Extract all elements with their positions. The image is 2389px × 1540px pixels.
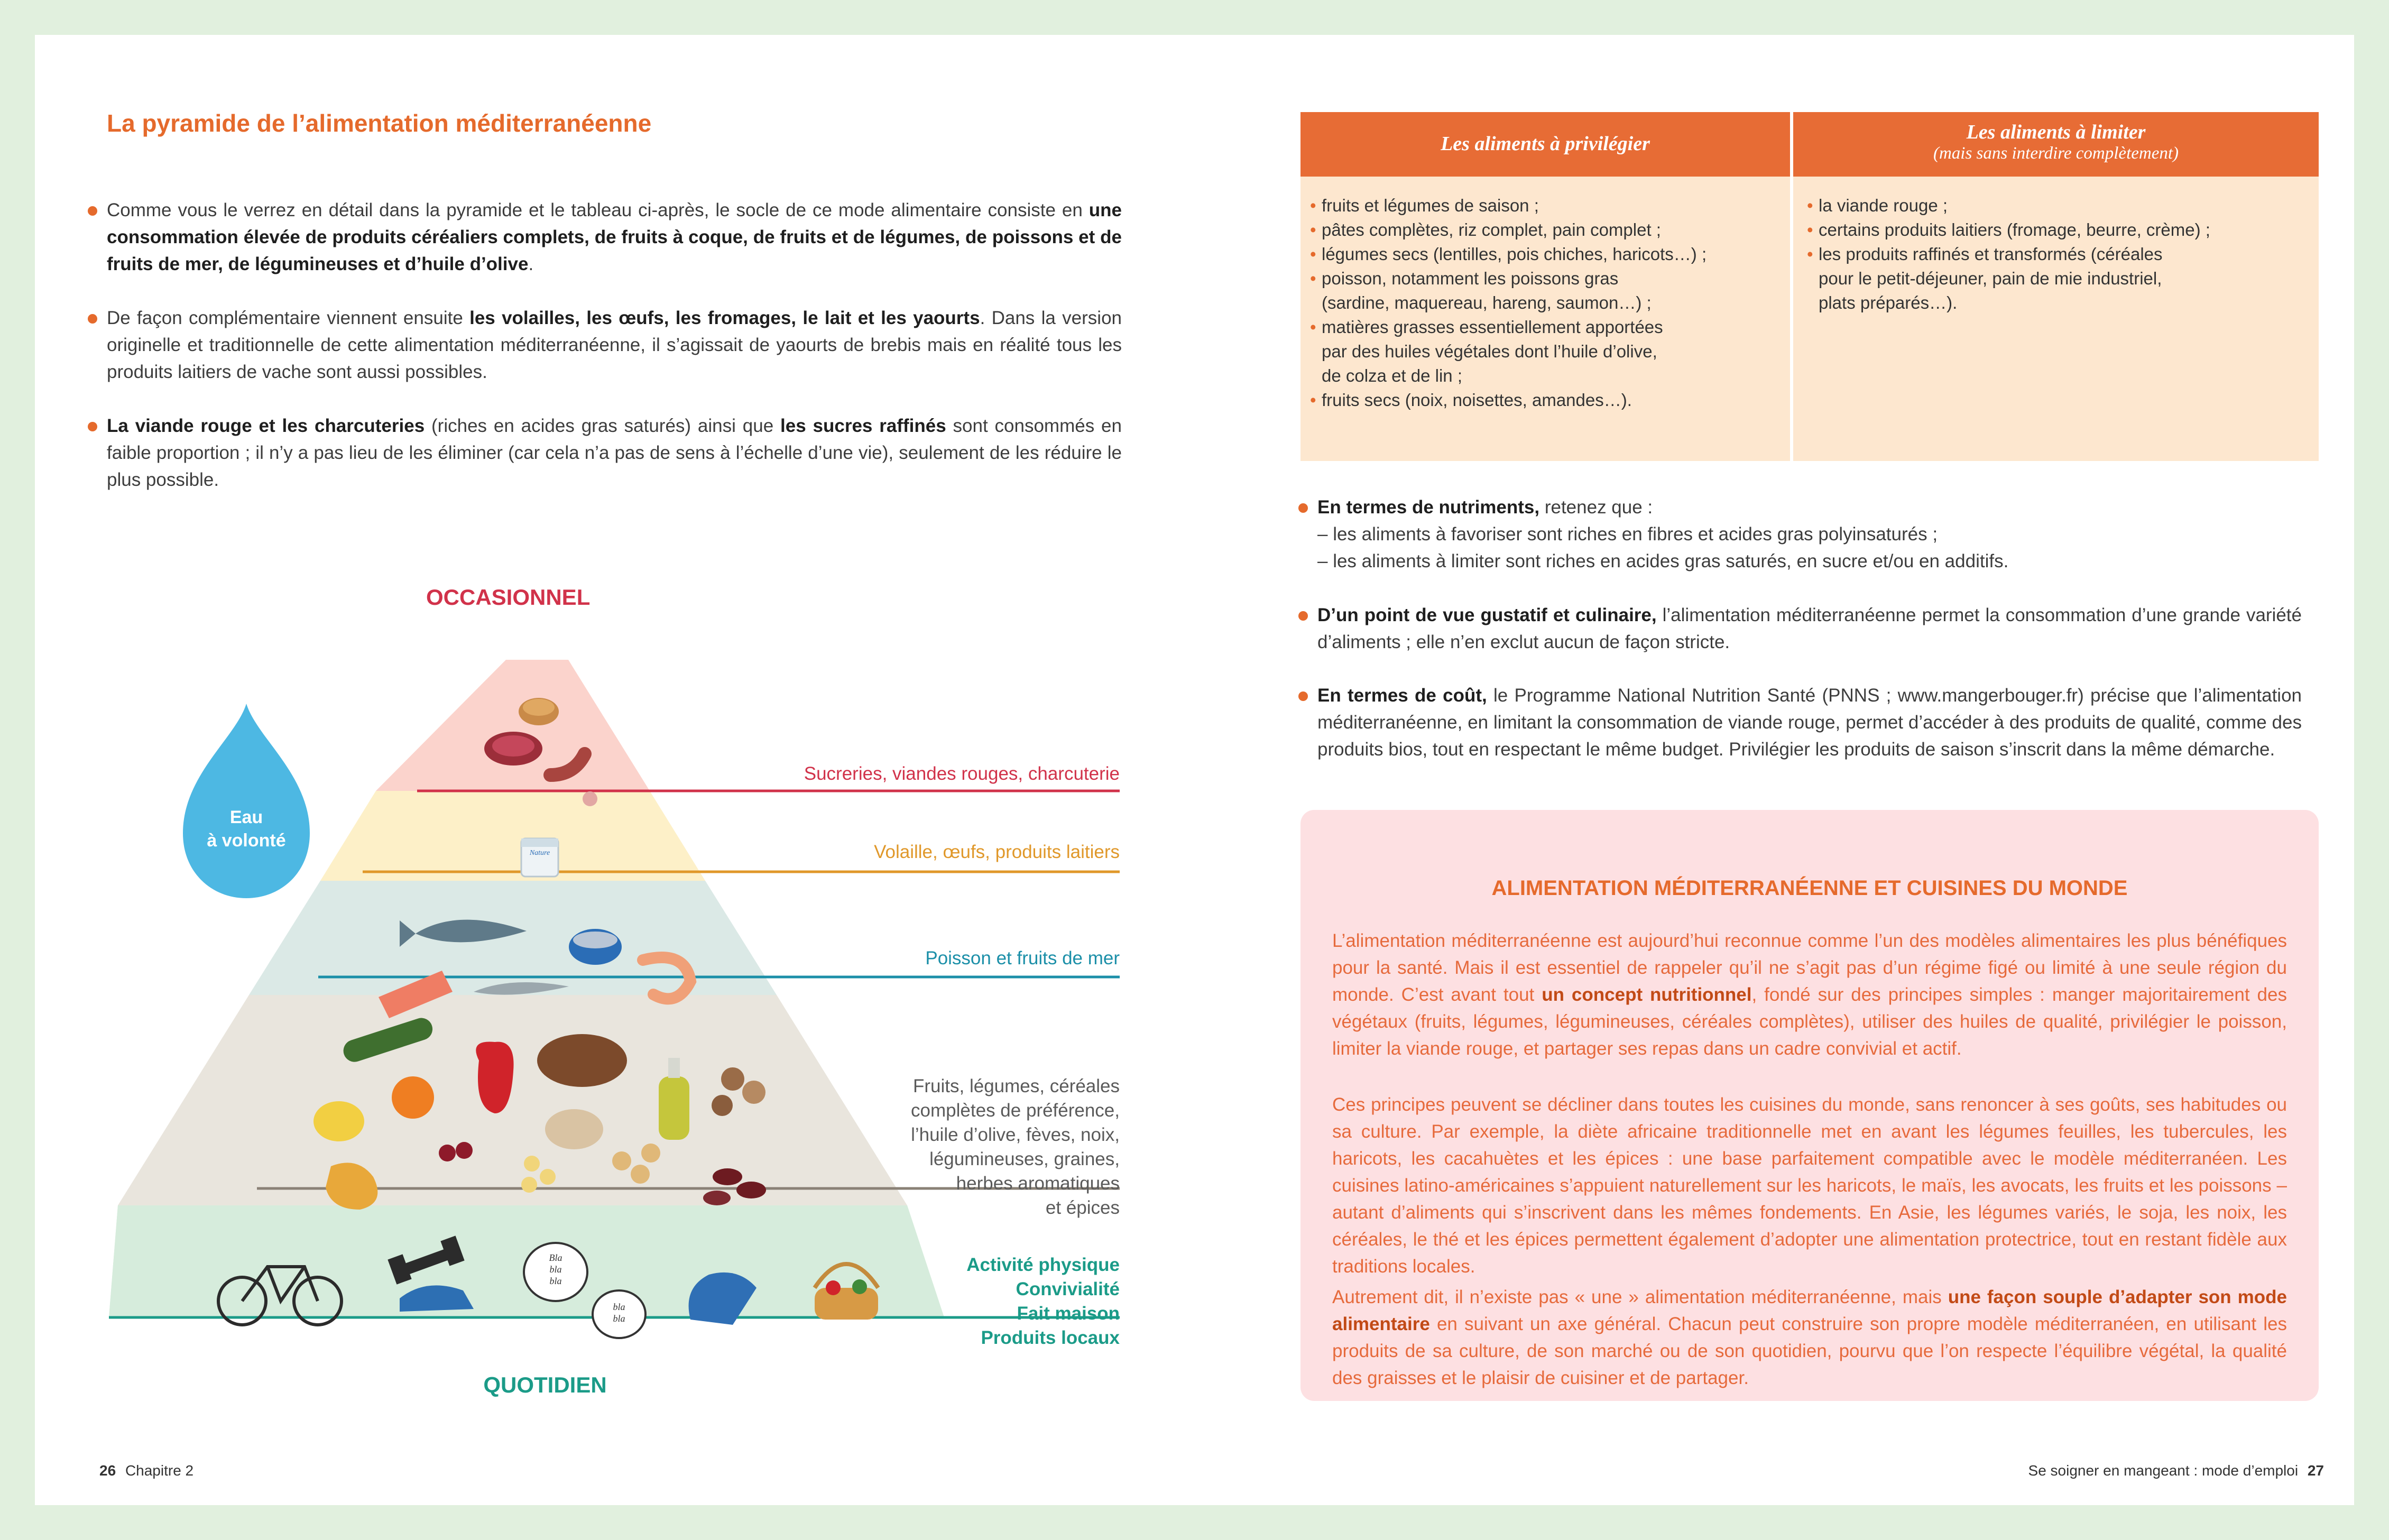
intro-paragraph-1: Comme vous le verrez en détail dans la pyramide et le tableau ci-après, le socle de ce mode alimentaire consiste en une consommation élevée de produits céréaliers complets, de fruits à coque, de fruits et de légumes, de poissons et de fruits de mer, de légumineuses et d’huile d’olive. [107, 197, 1122, 278]
list-item: • poisson, notamment les poissons gras (sardine, maquereau, hareng, saumon…) ; [1310, 266, 1781, 315]
pyramid-top-label: OCCASIONNEL [426, 585, 591, 610]
page-number-left: 26 [99, 1462, 116, 1479]
taste-paragraph: D’un point de vue gustatif et culinaire, l’alimentation méditerranéenne permet la consommation d’une grande variété d’aliments ; elle n’en exclut aucun de façon stricte. [1317, 602, 2302, 656]
orange-icon [392, 1076, 434, 1119]
box-paragraph-3: Autrement dit, il n’existe pas « une » alimentation méditerranéenne, mais une façon souple d’adapter son mode alimentaire en suivant un axe général. Chacun peut construire son propre modèle méditerranéen, en utilisant les produits de sa culture, de son marché ou de son quotidien, pourvu que l’on respecte l’équilibre végétal, la qualité des graisses et le plaisir de cuisiner et de partager. [1332, 1287, 2287, 1388]
intro-paragraph-2: De façon complémentaire viennent ensuite les volailles, les œufs, les fromages, le lait et les yaourts. Dans la version originelle et traditionnelle de cette alimentation méditerranéenne, il s’agissait de yaourts de brebis mais en réalité tous les produits laitiers de vache sont aussi possibles. [107, 305, 1122, 385]
footer-left [99, 1462, 193, 1479]
box-paragraph-2: Ces principes peuvent se décliner dans toutes les cuisines du monde, sans renoncer à ses goûts, ses habitudes ou sa culture. Par exemple, la diète africaine traditionnelle met en avant les légumes feuilles, les tubercules, les haricots, les cacahuètes et les épices : une base parfaitement compatible avec le modèle méditerranéen. Les cuisines latino-américaines s’appuient naturellement sur les haricots, le maïs, les avocats, les fruits et les poissons – autant d’aliments qui s’inscrivent dans les mêmes fondements. En Asie, les légumes variés, le soja, les noix, les céréales, le thé et les épices permettent également d’adopter une alimentation protectrice, tout en restant fidèle aux traditions locales. [1332, 1094, 2287, 1277]
list-item: • matières grasses essentiellement apportées par des huiles végétales dont l’huile d’olive, de colza et de lin ; [1310, 315, 1781, 388]
pyramid-level-sweets [376, 660, 650, 791]
bullet-dot [1298, 503, 1308, 513]
yogurt-label: Nature [529, 849, 550, 857]
meat-icon [484, 732, 542, 766]
pyramid-level-dairy [320, 791, 705, 881]
bullet-dot [1298, 611, 1308, 621]
level-label-plants: Fruits, légumes, céréales complètes de préférence, l’huile d’olive, fèves, noix, légumineuses, graines, herbes aromatiques et épices [911, 1076, 1120, 1218]
list-item: • la viande rouge ; [1807, 193, 2309, 218]
table-header-favor: Les aliments à privilégier [1300, 112, 1790, 177]
level-label-dairy: Volaille, œufs, produits laitiers [874, 842, 1120, 862]
box-title: ALIMENTATION MÉDITERRANÉENNE ET CUISINES DU MONDE [1491, 877, 2128, 900]
world-cuisines-box [1300, 810, 2319, 1401]
bread-loaf-icon [537, 1034, 627, 1087]
list-item: • légumes secs (lentilles, pois chiches, haricots…) ; [1310, 242, 1781, 266]
bubble-text-1: Bla bla bla [549, 1252, 562, 1286]
list-item: • fruits secs (noix, noisettes, amandes…). [1310, 388, 1781, 412]
chapter-label: Chapitre 2 [125, 1462, 194, 1479]
level-label-fish: Poisson et fruits de mer [925, 948, 1120, 969]
list-item: • les produits raffinés et transformés (céréales pour le petit-déjeuner, pain de mie industriel, plats préparés…). [1807, 242, 2309, 315]
bubble-text-2: bla bla [613, 1302, 625, 1324]
table-cell-favor [1300, 177, 1790, 461]
list-item: • fruits et légumes de saison ; [1310, 193, 1781, 218]
table-cell-limit [1793, 177, 2319, 461]
page-number-right: 27 [2307, 1462, 2324, 1479]
book-spread [35, 35, 2354, 1505]
cost-paragraph: En termes de coût, le Programme National Nutrition Santé (PNNS ; www.mangerbouger.fr) précise que l’alimentation méditerranéenne, en limitant la consommation de viande rouge, permet d’accéder à des produits de qualité, comme des produits bios, tout en respectant le même budget. Privilégier les produits de saison s’inscrit dans la même démarche. [1317, 682, 2302, 763]
water-label: Eau à volonté [207, 807, 286, 851]
list-item: • pâtes complètes, riz complet, pain complet ; [1310, 218, 1781, 242]
table-header-limit: Les aliments à limiter (mais sans interdire complètement) [1793, 112, 2319, 177]
level-label-lifestyle: Activité physique Convivialité Fait maison Produits locaux [966, 1255, 1120, 1348]
tuna-can-icon [569, 929, 622, 965]
foods-table [1300, 112, 2319, 461]
footer-right [1779, 1462, 2324, 1479]
pyramid-bottom-label: QUOTIDIEN [483, 1372, 607, 1397]
level-label-sweets: Sucreries, viandes rouges, charcuterie [804, 763, 1120, 784]
list-item: • certains produits laitiers (fromage, beurre, crème) ; [1807, 218, 2309, 242]
nutrients-paragraph: En termes de nutriments, retenez que : – les aliments à favoriser sont riches en fibres et acides gras polyinsaturés ; – les aliments à limiter sont riches en acides gras saturés, en sucre et/ou en additifs. [1317, 494, 2302, 575]
bread-icon [519, 698, 559, 725]
yogurt-icon [521, 838, 558, 877]
bullet-dot [1298, 691, 1308, 701]
grains-icon [545, 1109, 603, 1149]
water-drop-icon [183, 704, 310, 898]
pyramid-level-plants [118, 995, 907, 1205]
lemon-icon [313, 1101, 364, 1141]
section-title: La pyramide de l’alimentation méditerranéenne [107, 109, 652, 137]
book-title-footer: Se soigner en mangeant : mode d’emploi [2028, 1462, 2299, 1479]
box-paragraph-1: L’alimentation méditerranéenne est aujourd’hui reconnue comme l’un des modèles alimentaires les plus bénéfiques pour la santé. Mais il est essentiel de rappeler qu’il ne s’agit pas d’un régime figé ou limité à une seule région du monde. C’est avant tout un concept nutritionnel, fondé sur des principes simples : manger majoritairement des végétaux (fruits, légumes, légumineuses, céréales complètes), utiliser des huiles de qualité, privilégier le poisson, limiter la viande rouge, et partager ses repas dans un cadre convivial et actif. [1332, 930, 2287, 1059]
intro-paragraph-3: La viande rouge et les charcuteries (riches en acides gras saturés) ainsi que les sucres raffinés sont consommés en faible proportion ; il n’y a pas lieu de les éliminer (car cela n’a pas de sens à l’échelle d’une vie), seulement de les réduire le plus possible. [107, 412, 1122, 493]
